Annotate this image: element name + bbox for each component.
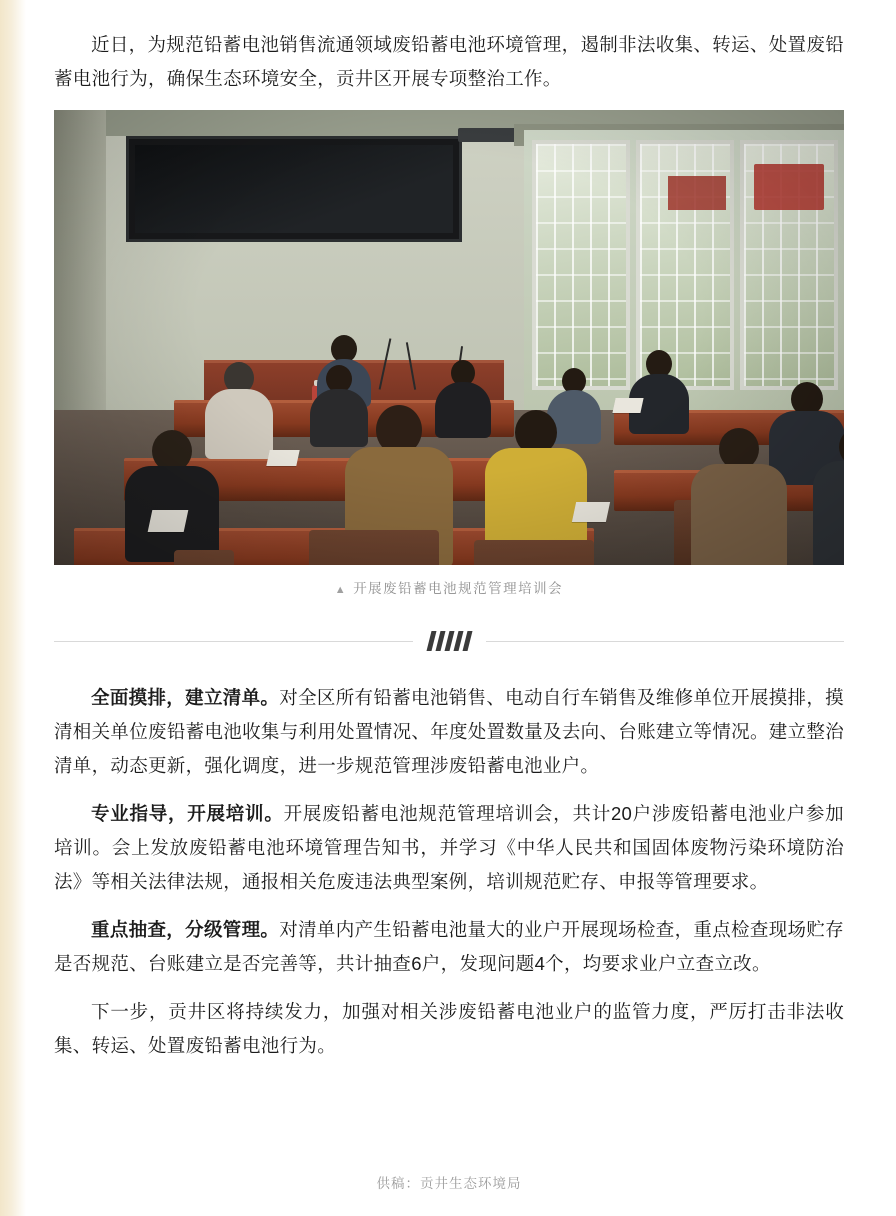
section-body: 开展废铅蓄电池规范管理培训会，共计20户涉废铅蓄电池业户参加培训。会上发放废铅蓄电池环境管理告知书，并学习《中华人民共和国固体废物污染环境防治法》等相关法律法规，通报相关危废违法典型案例，培训规范贮存、申报等管理要求。 [54,803,844,892]
divider-line-right [486,641,845,642]
divider-line-left [54,641,413,642]
divider-bar [444,631,454,651]
section-heading: 专业指导，开展培训。 [91,803,284,824]
divider-bar [426,631,436,651]
section-heading: 重点抽查，分级管理。 [91,919,280,940]
photo-caption [54,577,844,597]
photo-scene [54,110,844,565]
divider-bar [435,631,445,651]
divider-bar [462,631,472,651]
photo-block [54,110,844,597]
decorative-left-strip [0,0,26,1216]
section-paragraph [54,681,844,783]
section-body: 对清单内产生铅蓄电池量大的业户开展现场检查，重点检查现场贮存是否规范、台账建立是否完善等，共计抽查6户，发现问题4个，均要求业户立查立改。 [54,919,844,974]
section-paragraph [54,797,844,899]
meeting-photo [54,110,844,565]
source-footer: 供稿：贡井生态环境局 [376,1176,522,1191]
camera-icon: ▲ [334,584,348,596]
section-divider [54,631,844,651]
photo-vignette [54,110,844,565]
photo-caption-text: 开展废铅蓄电池规范管理培训会 [353,581,564,596]
lead-paragraph: 近日，为规范铅蓄电池销售流通领域废铅蓄电池环境管理，遏制非法收集、转运、处置废铅蓄电池行为，确保生态环境安全，贡井区开展专项整治工作。 [54,34,844,89]
divider-bars [429,631,470,651]
closing-paragraph: 下一步，贡井区将持续发力，加强对相关涉废铅蓄电池业户的监管力度，严厉打击非法收集、转运、处置废铅蓄电池行为。 [54,1001,844,1056]
section-heading: 全面摸排，建立清单。 [91,687,280,708]
section-body: 对全区所有铅蓄电池销售、电动自行车销售及维修单位开展摸排，摸清相关单位废铅蓄电池收集与利用处置情况、年度处置数量及去向、台账建立等情况。建立整治清单，动态更新，强化调度，进一步规范管理涉废铅蓄电池业户。 [54,687,844,776]
section-paragraph [54,913,844,981]
divider-bar [453,631,463,651]
article-content [54,0,844,1216]
